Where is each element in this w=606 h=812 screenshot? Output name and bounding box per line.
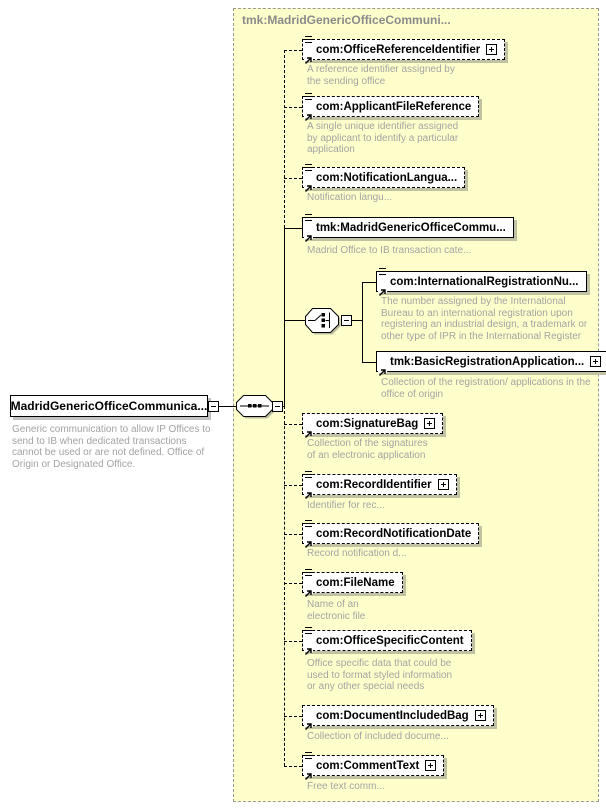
connector-line — [284, 583, 302, 584]
element-label: com:SignatureBag — [316, 417, 419, 430]
element-root[interactable] — [10, 395, 208, 417]
element-com-DocumentIncludedBag[interactable] — [302, 705, 494, 726]
element-description: Collection of the registration/ applications in the office of origin — [381, 377, 591, 400]
connector-line — [219, 406, 237, 407]
element-label: com:DocumentIncludedBag — [316, 709, 469, 722]
text-content-icon — [305, 93, 312, 100]
expand-icon[interactable] — [486, 44, 497, 55]
element-label: com:CommentText — [316, 759, 420, 772]
element-reference-icon — [304, 109, 313, 118]
element-description: Office specific data that could be used to format styled information or any other special needs — [307, 658, 453, 692]
element-description: Notification langu... — [307, 192, 393, 203]
connector-line — [284, 178, 302, 179]
element-reference-icon — [304, 643, 313, 652]
connector-line — [362, 362, 376, 363]
container-title: tmk:MadridGenericOfficeCommuni... — [242, 13, 451, 27]
element-tmk-BasicRegistrationApplication[interactable] — [376, 351, 606, 372]
connector-line — [362, 282, 363, 362]
expand-icon[interactable] — [590, 356, 601, 367]
element-description: Name of an electronic file — [307, 599, 366, 622]
element-com-SignatureBag[interactable] — [302, 413, 443, 434]
connector-line — [284, 424, 302, 425]
element-com-ApplicantFileReference[interactable] — [302, 96, 479, 117]
element-description: Record notification d... — [307, 548, 407, 559]
element-reference-icon — [304, 180, 313, 189]
element-label: com:RecordNotificationDate — [316, 527, 472, 540]
expand-icon[interactable] — [424, 418, 435, 429]
collapse-icon[interactable] — [341, 315, 352, 326]
connector-line — [284, 228, 302, 229]
element-com-RecordIdentifier[interactable] — [302, 474, 457, 495]
element-reference-icon — [304, 52, 313, 61]
element-com-OfficeReferenceIdentifier[interactable] — [302, 39, 505, 60]
element-reference-icon — [304, 426, 313, 435]
element-reference-icon — [304, 536, 313, 545]
element-label: tmk:BasicRegistrationApplication... — [390, 355, 585, 368]
element-label: tmk:MadridGenericOfficeCommu... — [316, 221, 506, 234]
element-description: Generic communication to allow IP Offices to send to IB when dedicated transactions cannot be used or are not defined. Office of Origin or Designated Office. — [12, 424, 211, 470]
element-com-CommentText[interactable] — [302, 755, 444, 776]
connector-line — [284, 641, 302, 642]
text-content-icon — [379, 268, 386, 275]
element-label: com:InternationalRegistrationNu... — [390, 275, 579, 288]
connector-line — [284, 716, 302, 717]
element-label: com:ApplicantFileReference — [316, 100, 472, 113]
element-label: com:OfficeSpecificContent — [316, 634, 464, 647]
element-description: Free text comm... — [307, 781, 385, 792]
element-reference-icon — [304, 230, 313, 239]
connector-line — [284, 50, 302, 51]
expand-icon[interactable] — [438, 479, 449, 490]
element-com-NotificationLanguage[interactable] — [302, 167, 465, 188]
text-content-icon — [305, 569, 312, 576]
collapse-icon[interactable] — [208, 401, 219, 412]
text-content-icon — [305, 36, 312, 43]
element-reference-icon — [304, 718, 313, 727]
sequence-icon[interactable] — [236, 394, 276, 422]
connector-line — [284, 228, 285, 406]
connector-line — [284, 534, 302, 535]
connector-line — [284, 320, 306, 321]
text-content-icon — [305, 471, 312, 478]
element-reference-icon — [378, 284, 387, 293]
element-label: MadridGenericOfficeCommunica... — [10, 399, 208, 413]
connector-line — [284, 406, 285, 766]
element-label: com:RecordIdentifier — [316, 478, 432, 491]
element-reference-icon — [304, 585, 313, 594]
expand-icon[interactable] — [475, 710, 486, 721]
element-description: Identifier for rec... — [307, 500, 385, 511]
connector-line — [284, 50, 285, 228]
connector-line — [362, 282, 376, 283]
element-description: A single unique identifier assigned by applicant to identify a particular application — [307, 121, 459, 155]
element-description: The number assigned by the International Bureau to an international registration upon registering an industrial design, a trademark or other type of IPR in the International Register — [381, 296, 588, 342]
text-content-icon — [305, 164, 312, 171]
element-com-InternationalRegistrationNumber[interactable] — [376, 271, 587, 292]
expand-icon[interactable] — [425, 760, 436, 771]
element-description: A reference identifier assigned by the sending office — [307, 64, 455, 87]
element-description: Madrid Office to IB transaction cate... — [307, 245, 472, 256]
element-com-OfficeSpecificContent[interactable] — [302, 630, 472, 651]
choice-icon[interactable] — [304, 307, 344, 336]
text-content-icon — [305, 520, 312, 527]
text-content-icon — [305, 752, 312, 759]
element-reference-icon — [378, 364, 387, 373]
text-content-icon — [305, 627, 312, 634]
connector-line — [284, 485, 302, 486]
element-description: Collection of the signatures of an electronic application — [307, 438, 428, 461]
element-description: Collection of included docume... — [307, 731, 449, 742]
connector-line — [284, 107, 302, 108]
element-reference-icon — [304, 487, 313, 496]
element-label: com:FileName — [316, 576, 395, 589]
text-content-icon — [305, 214, 312, 221]
element-tmk-MadridGenericOfficeCommu[interactable] — [302, 217, 514, 238]
element-reference-icon — [304, 768, 313, 777]
element-com-RecordNotificationDate[interactable] — [302, 523, 479, 544]
element-label: com:OfficeReferenceIdentifier — [316, 43, 481, 56]
element-com-FileName[interactable] — [302, 572, 403, 593]
connector-line — [284, 766, 302, 767]
element-label: com:NotificationLangua... — [316, 171, 458, 184]
